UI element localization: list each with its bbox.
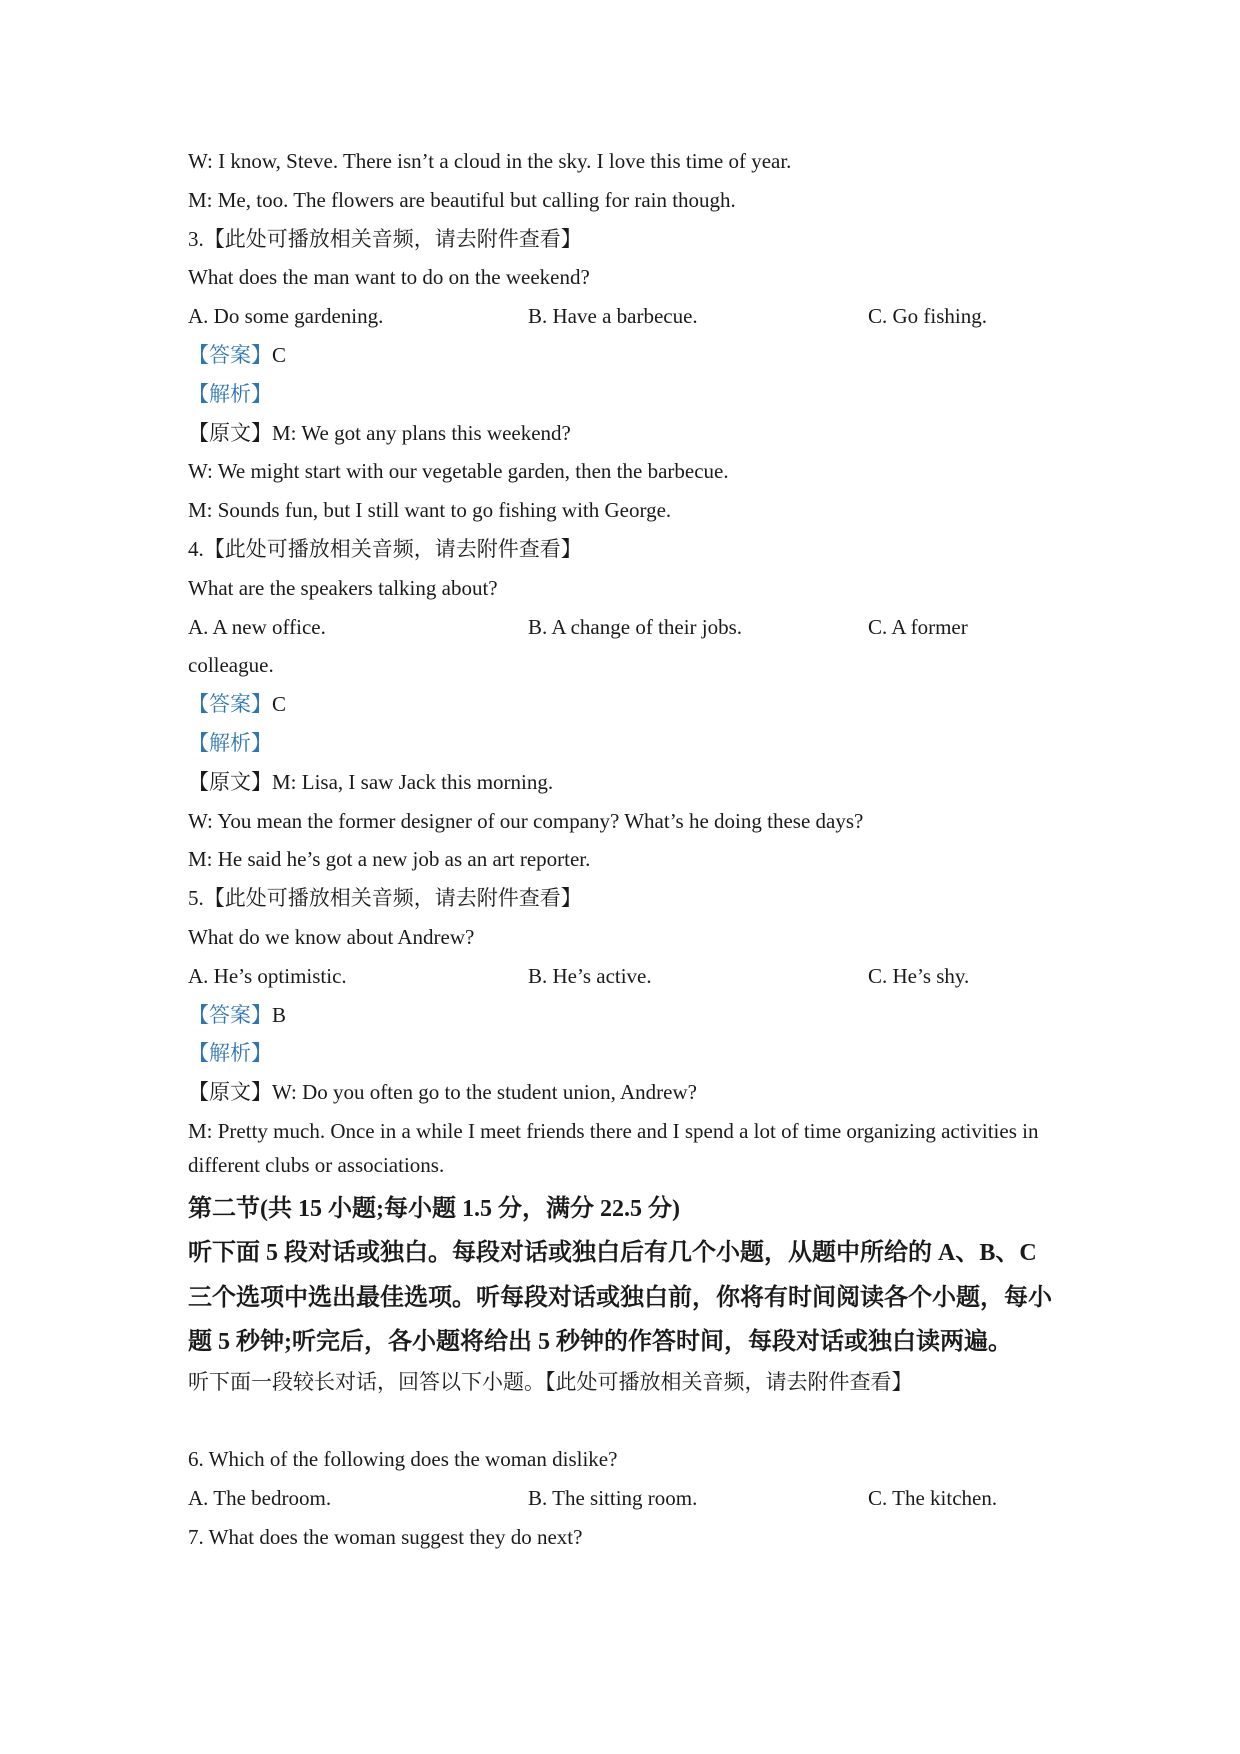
- blank-line: [188, 1404, 1058, 1443]
- dialog-line: M: Sounds fun, but I still want to go fishing with George.: [188, 498, 672, 523]
- answer-value: C: [272, 342, 287, 367]
- section-2-instructions: 听下面 5 段对话或独白。每段对话或独白后有几个小题，从题中所给的 A、B、C 三个选项中选出最佳选项。听每段对话或独白前，你将有时间阅读各个小题，每小题 5 秒钟;听完后，各小题将给出 5 秒钟的作答时间，每段对话或独白读两遍。: [188, 1240, 1052, 1356]
- original-text: 【原文】W: Do you often go to the student union, Andrew?: [188, 1080, 697, 1105]
- dialog-line: W: We might start with our vegetable garden, then the barbecue.: [188, 459, 729, 484]
- dialog-line: W: I know, Steve. There isn’t a cloud in the sky. I love this time of year.: [188, 149, 792, 173]
- option-b: B. The sitting room.: [528, 1486, 698, 1511]
- option-a: A. The bedroom.: [188, 1486, 332, 1511]
- dialog-line: M: Pretty much. Once in a while I meet friends there and I spend a lot of time organizing activities in different clubs or associations.: [188, 1118, 1039, 1177]
- document-page: [188, 144, 1058, 1559]
- option-b: B. A change of their jobs.: [528, 614, 743, 639]
- question-3-audio: 3.【此处可播放相关音频，请去附件查看】: [188, 226, 582, 251]
- option-c: C. Go fishing.: [868, 304, 988, 329]
- option-c: C. A former: [868, 614, 968, 639]
- option-c-continued: colleague.: [188, 653, 274, 678]
- answer-line: [188, 998, 1058, 1032]
- section-2-title: 第二节(共 15 小题;每小题 1.5 分，满分 22.5 分): [188, 1195, 680, 1222]
- option-a: A. Do some gardening.: [188, 304, 384, 329]
- question-4-text: What are the speakers talking about?: [188, 575, 498, 600]
- option-a: A. He’s optimistic.: [188, 963, 347, 988]
- option-b: B. Have a barbecue.: [528, 304, 698, 329]
- answer-tag: 【答案】: [188, 1002, 272, 1027]
- analysis-tag: 【解析】: [188, 730, 272, 755]
- option-c: C. The kitchen.: [868, 1486, 998, 1511]
- answer-line: [188, 687, 1058, 721]
- question-5-audio: 5.【此处可播放相关音频，请去附件查看】: [188, 886, 582, 911]
- dialog-line: M: He said he’s got a new job as an art reporter.: [188, 847, 591, 872]
- analysis-tag: 【解析】: [188, 1041, 272, 1066]
- original-text: 【原文】M: We got any plans this weekend?: [188, 420, 571, 445]
- answer-value: C: [272, 692, 287, 717]
- answer-line: [188, 338, 1058, 372]
- question-5-text: What do we know about Andrew?: [188, 924, 475, 949]
- option-b: B. He’s active.: [528, 963, 652, 988]
- question-3-options: [188, 299, 1058, 333]
- original-text: 【原文】M: Lisa, I saw Jack this morning.: [188, 769, 554, 794]
- question-6-options: [188, 1481, 1058, 1515]
- answer-value: B: [272, 1002, 287, 1027]
- option-a: A. A new office.: [188, 614, 326, 639]
- question-4-audio: 4.【此处可播放相关音频，请去附件查看】: [188, 536, 582, 561]
- answer-tag: 【答案】: [188, 342, 272, 367]
- option-c: C. He’s shy.: [868, 963, 970, 988]
- question-4-options: [188, 610, 1058, 644]
- answer-tag: 【答案】: [188, 692, 272, 717]
- dialog-line: W: You mean the former designer of our company? What’s he doing these days?: [188, 808, 864, 833]
- dialog-line: M: Me, too. The flowers are beautiful but calling for rain though.: [188, 187, 736, 212]
- analysis-tag: 【解析】: [188, 381, 272, 406]
- question-5-options: [188, 959, 1058, 993]
- question-6-text: 6. Which of the following does the woman dislike?: [188, 1447, 618, 1472]
- question-3-text: What does the man want to do on the weekend?: [188, 265, 590, 290]
- long-dialog-instruction: 听下面一段较长对话，回答以下小题。【此处可播放相关音频，请去附件查看】: [188, 1369, 913, 1394]
- question-7-text: 7. What does the woman suggest they do next?: [188, 1524, 583, 1549]
